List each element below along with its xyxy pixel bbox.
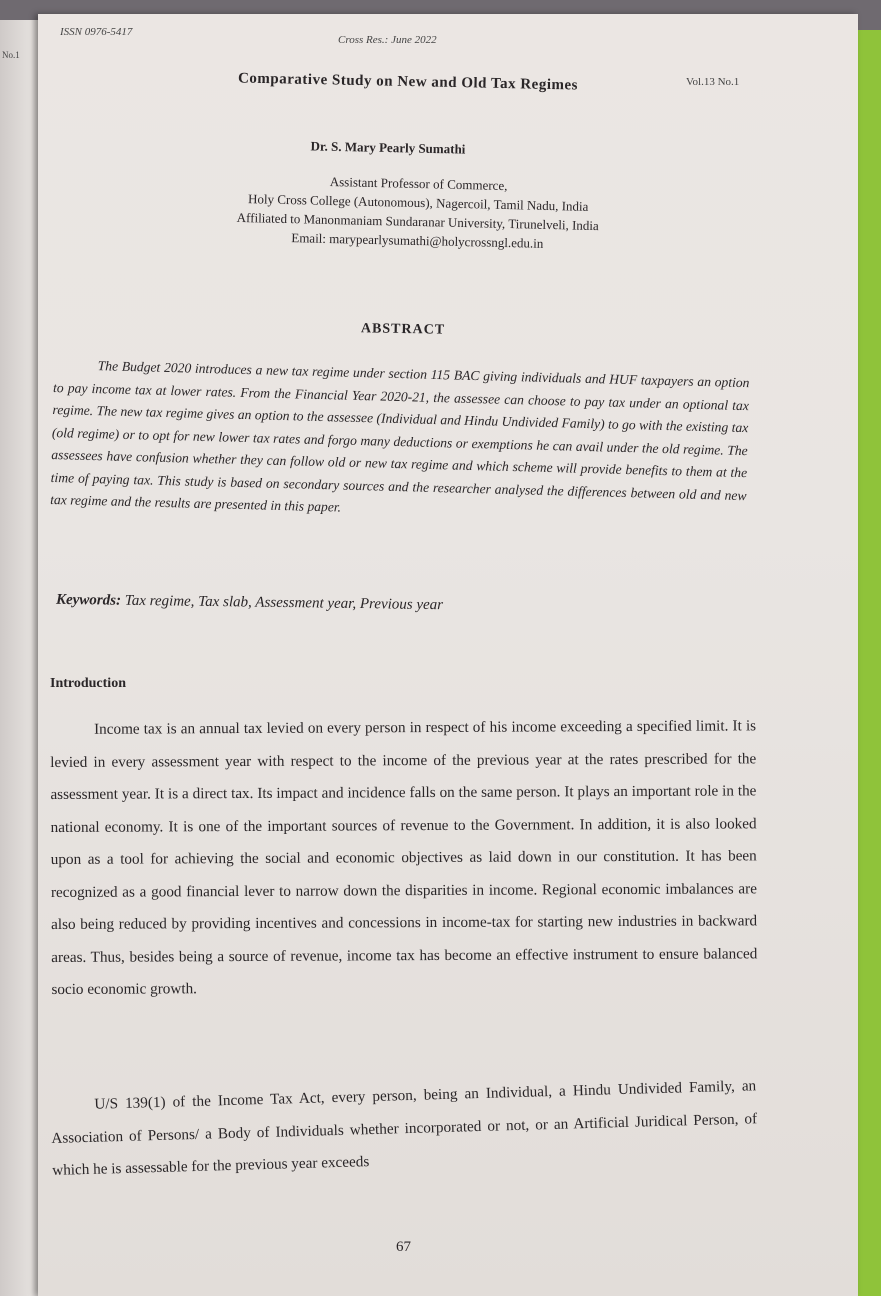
journal-page <box>38 14 858 1296</box>
keywords-label: Keywords: <box>55 591 122 609</box>
affiliation-line: Affiliated to Manonmaniam Sundaranar University, Tirunelveli, India <box>236 209 599 234</box>
affiliation-line: Holy Cross College (Autonomous), Nagercoil, Tamil Nadu, India <box>247 191 589 214</box>
volume-label: Vol.13 No.1 <box>686 76 740 88</box>
introduction-heading: Introduction <box>50 676 126 691</box>
abstract-text: The Budget 2020 introduces a new tax regime under section 115 BAC giving individuals and HUF taxpayers an option to pay income tax at lower rates. From the Financial Year 2020-21, the assessee can choose to pay tax under an optional tax regime. The new tax regime gives an option to the assessee (Individual and Hindu Undivided Family) to go with the existing tax (old regime) or to opt for new lower tax rates and forgo many deductions or exemptions he can avail under the old regime. The assessees have confusion whether they can follow old or new tax regime and which scheme will provide benefits to them at the time of paying tax. This study is based on secondary sources and the researcher analysed the differences between old and new tax regime and the results are presented in this paper. <box>49 358 750 515</box>
journal-label: Cross Res.: June 2022 <box>338 34 437 46</box>
issn-label: ISSN 0976-5417 <box>60 26 133 38</box>
introduction-paragraph-2: U/S 139(1) of the Income Tax Act, every person, being an Individual, a Hindu Undivided Family, an Association of Persons/ a Body of Individuals whether incorporated or not, or an Artificial Juridical Person, of which he is assessable for the previous year exceeds <box>51 1077 758 1179</box>
author-name: Dr. S. Mary Pearly Sumathi <box>310 138 466 157</box>
article-title: Comparative Study on New and Old Tax Regimes <box>237 70 579 94</box>
author-affiliation <box>137 168 699 257</box>
keywords-value: Tax regime, Tax slab, Assessment year, Previous year <box>124 592 444 614</box>
abstract-heading: ABSTRACT <box>360 321 446 338</box>
facing-page-text: No.1 <box>2 50 20 60</box>
author-email: Email: marypearlysumathi@holycrossngl.edu.in <box>291 230 544 251</box>
keywords-line <box>56 592 656 617</box>
affiliation-line: Assistant Professor of Commerce, <box>329 173 508 194</box>
introduction-paragraph: Income tax is an annual tax levied on every person in respect of his income exceeding a specified limit. It is levied in every assessment year with respect to the income of the previous year at the rates prescribed for the assessment year. It is a direct tax. Its impact and incidence falls on the same person. It plays an important role in the national economy. It is one of the important sources of revenue to the Government. In addition, it is also looked upon as a tool for achieving the social and economic objectives as laid down in our constitution. It has been recognized as a good financial lever to narrow down the disparities in income. Regional economic imbalances are also being reduced by providing incentives and concessions in income-tax for starting new industries in backward areas. Thus, besides being a source of revenue, income tax has become an effective instrument to ensure balanced socio economic growth. <box>50 717 758 998</box>
page-number: 67 <box>396 1239 411 1255</box>
